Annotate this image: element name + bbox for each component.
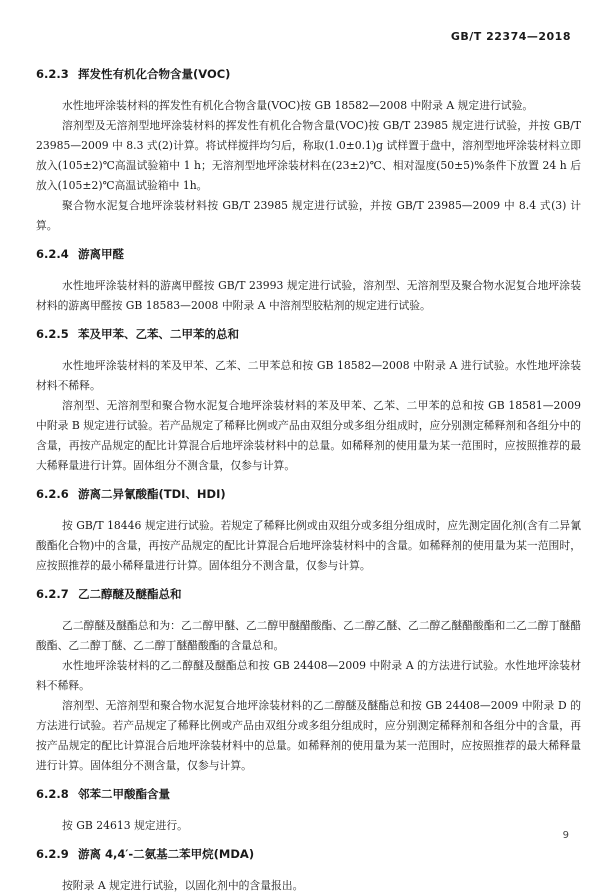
section-title: 邻苯二甲酸酯含量 [78, 787, 170, 801]
section-title: 苯及甲苯、乙苯、二甲苯的总和 [78, 327, 239, 341]
paragraph: 溶剂型、无溶剂型和聚合物水泥复合地坪涂装材料的苯及甲苯、乙苯、二甲苯的总和按 GB 18581—2009 中附录 B 规定进行试验。若产品规定了稀释比例或产品由双组分或多组分组成时，应分别测定稀释剂和各组分中的含量，再按产品规定的配比计算混合后地坪涂装材料中的总量。如稀释剂的使用量为某一范围时，应按照推荐的最大稀释量进行计算。固体组分不测含量，仅参与计算。 [36, 399, 581, 472]
section-title: 挥发性有机化合物含量(VOC) [78, 67, 231, 81]
section-6-2-5 [36, 326, 581, 476]
section-6-2-8 [36, 786, 581, 836]
paragraph: 水性地坪涂装材料的挥发性有机化合物含量(VOC)按 GB 18582—2008 中附录 A 规定进行试验。 [62, 99, 534, 112]
paragraph: 按附录 A 规定进行试验，以固化剂中的含量报出。 [62, 879, 304, 892]
section-6-2-4 [36, 246, 581, 316]
section-title: 乙二醇醚及醚酯总和 [78, 587, 182, 601]
section-6-2-7 [36, 586, 581, 776]
section-heading [36, 246, 581, 262]
paragraph: 水性地坪涂装材料的游离甲醛按 GB/T 23993 规定进行试验，溶剂型、无溶剂型及聚合物水泥复合地坪涂装材料的游离甲醛按 GB 18583—2008 中附录 A 中溶剂型胶粘剂的规定进行试验。 [36, 279, 581, 312]
section-number: 6.2.5 [36, 327, 69, 341]
paragraph: 水性地坪涂装材料的苯及甲苯、乙苯、二甲苯总和按 GB 18582—2008 中附录 A 进行试验。水性地坪涂装材料不稀释。 [36, 359, 581, 392]
section-title: 游离二异氰酸酯(TDI、HDI) [78, 487, 226, 501]
paragraph: 水性地坪涂装材料的乙二醇醚及醚酯总和按 GB 24408—2009 中附录 A 的方法进行试验。水性地坪涂装材料不稀释。 [36, 659, 581, 692]
paragraph: 按 GB 24613 规定进行。 [62, 819, 188, 832]
section-6-2-3 [36, 66, 581, 236]
document-body [36, 66, 581, 896]
paragraph: 溶剂型及无溶剂型地坪涂装材料的挥发性有机化合物含量(VOC)按 GB/T 23985 规定进行试验，并按 GB/T 23985—2009 中 8.3 式(2)计算。将试样搅拌均匀后，称取(1.0±0.1)g 试样置于盘中，溶剂型地坪涂装材料立即放入(105±2)℃高温试验箱中 1 h；无溶剂型地坪涂装材料在(23±2)℃、相对湿度(50±5)%条件下放置 24 h 后放入(105±2)℃高温试验箱中 1h。 [36, 119, 581, 192]
section-title: 游离 4,4′-二氨基二苯甲烷(MDA) [78, 847, 255, 861]
section-number: 6.2.7 [36, 587, 69, 601]
section-heading [36, 326, 581, 342]
paragraph: 溶剂型、无溶剂型和聚合物水泥复合地坪涂装材料的乙二醇醚及醚酯总和按 GB 24408—2009 中附录 D 的方法进行试验。若产品规定了稀释比例或产品由双组分或多组分组成时，应分别测定稀释剂和各组分中的含量，再按产品规定的配比计算混合后地坪涂装材料中的总量。如稀释剂的使用量为某一范围时，应按照推荐的最大稀释量进行计算。固体组分不测含量，仅参与计算。 [36, 699, 581, 772]
section-heading [36, 846, 581, 862]
paragraph: 按 GB/T 18446 规定进行试验。若规定了稀释比例或由双组分或多组分组成时，应先测定固化剂(含有二异氰酸酯化合物)中的含量，再按产品规定的配比计算混合后地坪涂装材料中的含量。如稀释剂的使用量为某一范围时，应按照推荐的最小稀释量进行计算。固体组分不测含量，仅参与计算。 [36, 519, 581, 572]
section-number: 6.2.8 [36, 787, 69, 801]
section-number: 6.2.4 [36, 247, 69, 261]
section-6-2-6 [36, 486, 581, 576]
section-heading [36, 486, 581, 502]
section-6-2-9 [36, 846, 581, 896]
page-number: 9 [562, 830, 569, 841]
section-heading [36, 586, 581, 602]
paragraph: 乙二醇醚及醚酯总和为：乙二醇甲醚、乙二醇甲醚醋酸酯、乙二醇乙醚、乙二醇乙醚醋酸酯和二乙二醇丁醚醋酸酯、乙二醇丁醚、乙二醇丁醚醋酸酯的含量总和。 [36, 619, 581, 652]
section-number: 6.2.6 [36, 487, 69, 501]
paragraph: 聚合物水泥复合地坪涂装材料按 GB/T 23985 规定进行试验，并按 GB/T 23985—2009 中 8.4 式(3) 计算。 [36, 199, 581, 232]
section-number: 6.2.9 [36, 847, 69, 861]
section-title: 游离甲醛 [78, 247, 124, 261]
section-number: 6.2.3 [36, 67, 69, 81]
section-heading [36, 786, 581, 802]
document-code: GB/T 22374—2018 [450, 30, 571, 43]
section-heading [36, 66, 581, 82]
